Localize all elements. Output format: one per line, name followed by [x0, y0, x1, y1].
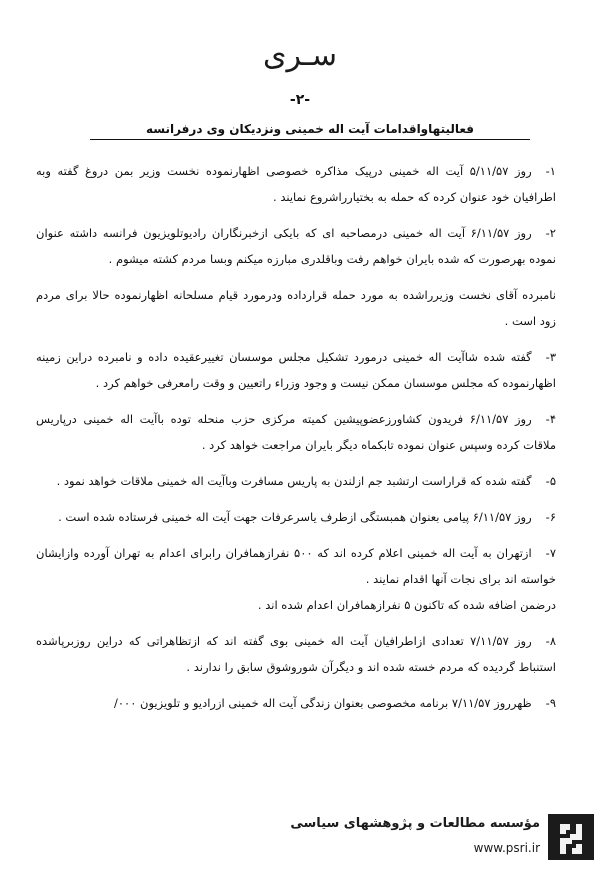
item-line: روز ۶/۱۱/۵۷ پیامی بعنوان همبستگی ازطرف یاسرعرفات جهت آیت اله خمینی فرستاده شده است .	[58, 510, 532, 524]
classification-heading: سـری	[263, 38, 337, 73]
item-number: ۵-	[545, 474, 556, 488]
item-line: روز ۶/۱۱/۵۷ فریدون کشاورزعضوپیشین کمیته مرکزی حزب منحله توده باآیت اله خمینی درپاریس ملاقات کرده وسپس عنوان نموده تابکماه دیگر بایران مراجعت خواهد کرد .	[36, 412, 556, 452]
item-number: ۴-	[545, 412, 556, 426]
organization-url[interactable]: www.psri.ir	[473, 841, 540, 855]
document-item	[36, 282, 556, 334]
page-number: -۲-	[289, 92, 311, 108]
item-line: نامبرده آقای نخست وزیرراشده به مورد حمله قرارداده ودرمورد قیام مسلحانه اظهارنموده حالا برای مردم زود است .	[36, 288, 556, 328]
document-item	[36, 344, 556, 396]
item-number: ۲-	[545, 226, 556, 240]
document-item	[36, 504, 556, 530]
item-text	[36, 628, 556, 680]
document-item	[36, 540, 556, 618]
document-item	[36, 158, 556, 210]
item-text	[36, 540, 556, 592]
organization-name: مؤسسه مطالعات و پژوهشهای سیاسی	[290, 816, 540, 831]
item-text	[36, 344, 556, 396]
item-line: ازتهران به آیت اله خمینی اعلام کرده اند که ۵۰۰ نفرازهمافران رابرای اعدام به تهران آورده وازایشان خواسته اند برای نجات آنها اقدام نمایند .	[36, 546, 556, 586]
psri-logo-icon	[548, 814, 594, 860]
document-item	[36, 468, 556, 494]
document-item	[36, 406, 556, 458]
item-number: ۹-	[545, 696, 556, 710]
document-body	[36, 158, 556, 726]
document-item	[36, 220, 556, 272]
item-line: گفته شده شاآیت اله خمینی درمورد تشکیل مجلس موسسان تغییرعقیده داده و نامبرده دراین زمینه اظهارنموده که مجلس موسسان ممکن نیست و وجود وزراء راتعیین و وقت رامعرفی خواهم کرد .	[36, 350, 556, 390]
document-title: فعالیتهاواقدامات آیت اله خمینی ونزدیکان وی درفرانسه	[90, 122, 530, 140]
item-text	[36, 158, 556, 210]
item-line: روز ۵/۱۱/۵۷ آیت اله خمینی درپیک مذاکره خصوصی اظهارنموده نخست وزیر بمن دروغ گفته وبه اطرافیان خود عنوان کرده که حمله به بختیارراشروع نمایند .	[36, 164, 556, 204]
item-text	[36, 406, 556, 458]
item-line: روز ۷/۱۱/۵۷ تعدادی ازاطرافیان آیت اله خمینی بوی گفته اند که ازتظاهراتی که دراین روزبرپاشده استنباط گردیده که مردم خسته شده اند و دیگرآن شوروشوق سابق را ندارند .	[36, 634, 556, 674]
item-text	[36, 220, 556, 272]
item-text	[36, 592, 556, 618]
item-line: درضمن اضافه شده که تاکنون ۵ نفرازهمافران اعدام شده اند .	[257, 598, 556, 612]
item-line: گفته شده که قراراست ارتشبد جم ازلندن به پاریس مسافرت وباآیت اله خمینی ملاقات خواهد نمود .	[56, 474, 532, 488]
item-number: ۸-	[545, 634, 556, 648]
document-item	[36, 690, 556, 716]
item-text	[36, 690, 556, 716]
watermark-logo	[262, 808, 600, 866]
item-number: ۱-	[545, 164, 556, 178]
item-text	[36, 468, 556, 494]
item-number: ۶-	[545, 510, 556, 524]
item-number: ۷-	[545, 546, 556, 560]
document-item	[36, 628, 556, 680]
item-text	[36, 282, 556, 334]
item-line: ظهرروز ۷/۱۱/۵۷ برنامه مخصوصی بعنوان زندگی آیت اله خمینی ازرادیو و تلویزیون ۰۰۰/	[113, 696, 532, 710]
item-line: روز ۶/۱۱/۵۷ آیت اله خمینی درمصاحبه ای که بایکی ازخبرنگاران رادیوتلویزیون فرانسه داشته عنوان نموده بهرصورت که شده بایران خواهم رفت وباقلدری مبارزه میکنم وبسا مردم کشته میشوم .	[36, 226, 556, 266]
item-number: ۳-	[545, 350, 556, 364]
item-text	[36, 504, 556, 530]
